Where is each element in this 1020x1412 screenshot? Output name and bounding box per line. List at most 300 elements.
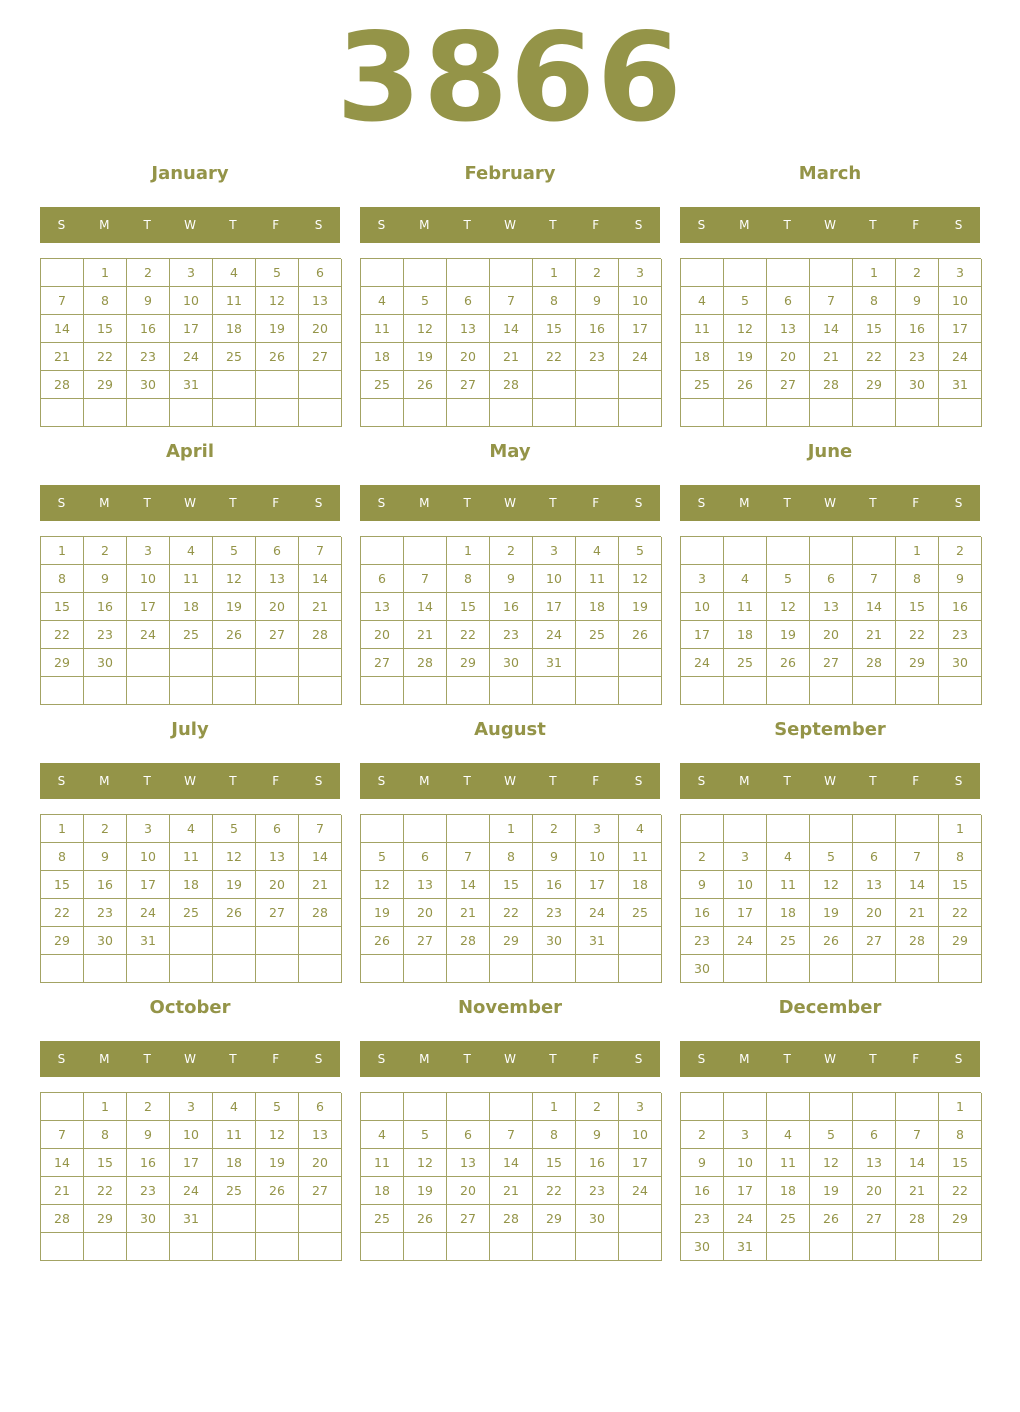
day-cell: 11 (361, 315, 404, 343)
day-cell: 9 (681, 1149, 724, 1177)
empty-cell (681, 259, 724, 287)
day-cell: 30 (681, 955, 724, 983)
empty-cell (299, 399, 342, 427)
weekday-label: M (739, 218, 750, 232)
day-cell: 14 (404, 593, 447, 621)
day-cell: 6 (853, 843, 896, 871)
day-grid (360, 814, 661, 983)
day-cell: 30 (127, 1205, 170, 1233)
month-name: April (165, 441, 215, 462)
day-cell: 7 (810, 287, 853, 315)
day-cell: 22 (939, 899, 982, 927)
day-cell: 7 (447, 843, 490, 871)
day-cell: 16 (681, 899, 724, 927)
day-cell: 27 (447, 371, 490, 399)
day-cell: 3 (533, 537, 576, 565)
day-cell: 25 (681, 371, 724, 399)
day-cell: 2 (127, 259, 170, 287)
weekday-header (40, 485, 340, 521)
day-cell: 29 (41, 927, 84, 955)
day-cell: 13 (404, 871, 447, 899)
day-cell: 20 (767, 343, 810, 371)
day-cell: 23 (84, 899, 127, 927)
weekday-label: M (419, 218, 430, 232)
day-cell: 20 (299, 1149, 342, 1177)
day-cell: 13 (256, 843, 299, 871)
day-cell: 8 (447, 565, 490, 593)
day-cell: 18 (767, 1177, 810, 1205)
empty-cell (724, 815, 767, 843)
day-cell: 9 (84, 843, 127, 871)
day-cell: 6 (256, 815, 299, 843)
day-grid (680, 1092, 981, 1261)
day-cell: 28 (41, 371, 84, 399)
day-cell: 19 (361, 899, 404, 927)
day-cell: 20 (447, 1177, 490, 1205)
empty-cell (84, 399, 127, 427)
day-cell: 3 (576, 815, 619, 843)
weekday-label: M (99, 218, 110, 232)
day-cell: 25 (213, 1177, 256, 1205)
day-cell: 2 (681, 1121, 724, 1149)
empty-cell (361, 399, 404, 427)
empty-cell (127, 677, 170, 705)
weekday-label: T (143, 1052, 151, 1066)
weekday-label: S (57, 496, 66, 510)
empty-cell (256, 399, 299, 427)
day-cell: 26 (619, 621, 662, 649)
day-cell: 12 (724, 315, 767, 343)
empty-cell (361, 677, 404, 705)
weekday-label: S (314, 774, 323, 788)
month-name: September (774, 719, 886, 740)
empty-cell (490, 399, 533, 427)
empty-cell (41, 677, 84, 705)
empty-cell (170, 677, 213, 705)
empty-cell (41, 259, 84, 287)
weekday-header (40, 1041, 340, 1077)
day-cell: 1 (896, 537, 939, 565)
day-cell: 17 (127, 871, 170, 899)
weekday-label: S (314, 1052, 323, 1066)
day-cell: 15 (490, 871, 533, 899)
day-cell: 11 (170, 565, 213, 593)
weekday-header (360, 485, 660, 521)
day-cell: 19 (404, 343, 447, 371)
empty-cell (447, 259, 490, 287)
day-cell: 30 (576, 1205, 619, 1233)
day-cell: 4 (361, 1121, 404, 1149)
day-cell: 18 (170, 593, 213, 621)
day-cell: 3 (619, 259, 662, 287)
day-cell: 4 (213, 1093, 256, 1121)
empty-cell (724, 399, 767, 427)
empty-cell (361, 1093, 404, 1121)
day-cell: 14 (41, 315, 84, 343)
empty-cell (84, 677, 127, 705)
day-cell: 30 (896, 371, 939, 399)
empty-cell (619, 1205, 662, 1233)
weekday-label: F (592, 774, 600, 788)
day-cell: 10 (170, 287, 213, 315)
empty-cell (170, 399, 213, 427)
day-cell: 25 (170, 621, 213, 649)
empty-cell (576, 399, 619, 427)
day-cell: 29 (84, 1205, 127, 1233)
day-cell: 15 (84, 1149, 127, 1177)
day-cell: 7 (896, 1121, 939, 1149)
day-cell: 14 (490, 315, 533, 343)
weekday-label: T (463, 774, 471, 788)
day-cell: 7 (896, 843, 939, 871)
day-cell: 17 (533, 593, 576, 621)
day-cell: 27 (256, 899, 299, 927)
weekday-label: F (272, 496, 280, 510)
day-cell: 15 (939, 1149, 982, 1177)
weekday-label: T (783, 218, 791, 232)
day-cell: 23 (84, 621, 127, 649)
weekday-label: W (504, 774, 516, 788)
empty-cell (533, 371, 576, 399)
day-cell: 16 (84, 871, 127, 899)
day-cell: 17 (939, 315, 982, 343)
day-cell: 17 (619, 1149, 662, 1177)
day-cell: 19 (213, 871, 256, 899)
day-cell: 25 (724, 649, 767, 677)
month-name: October (149, 997, 231, 1018)
day-cell: 7 (299, 815, 342, 843)
empty-cell (896, 399, 939, 427)
day-cell: 23 (127, 343, 170, 371)
day-cell: 4 (724, 565, 767, 593)
empty-cell (84, 955, 127, 983)
day-cell: 14 (896, 871, 939, 899)
empty-cell (767, 537, 810, 565)
day-cell: 12 (810, 871, 853, 899)
day-cell: 5 (213, 815, 256, 843)
day-cell: 16 (939, 593, 982, 621)
day-cell: 23 (939, 621, 982, 649)
empty-cell (724, 955, 767, 983)
empty-cell (619, 399, 662, 427)
empty-cell (724, 537, 767, 565)
empty-cell (299, 649, 342, 677)
day-cell: 8 (939, 1121, 982, 1149)
day-cell: 14 (853, 593, 896, 621)
day-cell: 8 (533, 287, 576, 315)
day-cell: 19 (256, 315, 299, 343)
day-cell: 19 (724, 343, 767, 371)
day-cell: 1 (41, 815, 84, 843)
weekday-label: F (592, 1052, 600, 1066)
day-cell: 14 (299, 843, 342, 871)
day-cell: 23 (533, 899, 576, 927)
day-cell: 10 (127, 565, 170, 593)
day-cell: 27 (299, 1177, 342, 1205)
day-cell: 26 (404, 371, 447, 399)
empty-cell (853, 1233, 896, 1261)
weekday-label: M (419, 496, 430, 510)
day-cell: 28 (299, 899, 342, 927)
day-cell: 18 (619, 871, 662, 899)
day-cell: 5 (810, 843, 853, 871)
weekday-label: S (314, 218, 323, 232)
day-cell: 31 (170, 1205, 213, 1233)
day-cell: 24 (170, 343, 213, 371)
month-name: December (778, 997, 882, 1018)
day-cell: 12 (404, 1149, 447, 1177)
day-cell: 9 (896, 287, 939, 315)
day-cell: 16 (681, 1177, 724, 1205)
day-cell: 1 (939, 1093, 982, 1121)
empty-cell (490, 1233, 533, 1261)
day-cell: 18 (576, 593, 619, 621)
weekday-header (360, 207, 660, 243)
empty-cell (213, 399, 256, 427)
empty-cell (256, 927, 299, 955)
day-cell: 21 (299, 593, 342, 621)
day-cell: 24 (127, 621, 170, 649)
empty-cell (576, 371, 619, 399)
weekday-label: T (143, 774, 151, 788)
day-cell: 2 (939, 537, 982, 565)
empty-cell (127, 1233, 170, 1261)
empty-cell (41, 399, 84, 427)
day-cell: 3 (724, 843, 767, 871)
day-cell: 17 (619, 315, 662, 343)
day-cell: 29 (939, 1205, 982, 1233)
empty-cell (404, 1093, 447, 1121)
day-cell: 1 (939, 815, 982, 843)
day-cell: 1 (533, 259, 576, 287)
day-cell: 12 (619, 565, 662, 593)
weekday-label: S (57, 218, 66, 232)
weekday-label: S (697, 496, 706, 510)
day-cell: 13 (447, 315, 490, 343)
day-cell: 10 (127, 843, 170, 871)
day-cell: 21 (896, 899, 939, 927)
day-cell: 11 (724, 593, 767, 621)
day-cell: 4 (213, 259, 256, 287)
day-cell: 8 (896, 565, 939, 593)
day-cell: 13 (853, 871, 896, 899)
day-cell: 18 (724, 621, 767, 649)
weekday-label: T (783, 774, 791, 788)
weekday-label: S (954, 774, 963, 788)
day-cell: 28 (404, 649, 447, 677)
weekday-label: T (549, 1052, 557, 1066)
day-cell: 22 (447, 621, 490, 649)
day-cell: 26 (767, 649, 810, 677)
empty-cell (127, 399, 170, 427)
weekday-label: T (549, 218, 557, 232)
weekday-label: M (419, 774, 430, 788)
day-cell: 8 (490, 843, 533, 871)
day-cell: 4 (170, 537, 213, 565)
empty-cell (299, 677, 342, 705)
empty-cell (939, 955, 982, 983)
empty-cell (447, 677, 490, 705)
empty-cell (447, 399, 490, 427)
weekday-label: W (824, 218, 836, 232)
weekday-label: T (783, 1052, 791, 1066)
day-cell: 29 (896, 649, 939, 677)
weekday-label: S (377, 774, 386, 788)
empty-cell (256, 649, 299, 677)
day-cell: 21 (41, 1177, 84, 1205)
day-cell: 30 (939, 649, 982, 677)
day-cell: 9 (127, 287, 170, 315)
empty-cell (213, 1233, 256, 1261)
day-cell: 24 (724, 1205, 767, 1233)
empty-cell (490, 955, 533, 983)
empty-cell (404, 955, 447, 983)
weekday-label: T (549, 496, 557, 510)
empty-cell (619, 927, 662, 955)
empty-cell (853, 537, 896, 565)
day-cell: 16 (896, 315, 939, 343)
day-cell: 6 (361, 565, 404, 593)
day-cell: 5 (213, 537, 256, 565)
day-cell: 7 (41, 287, 84, 315)
empty-cell (361, 815, 404, 843)
day-cell: 11 (576, 565, 619, 593)
empty-cell (939, 677, 982, 705)
day-cell: 16 (127, 1149, 170, 1177)
day-cell: 11 (361, 1149, 404, 1177)
weekday-label: F (272, 774, 280, 788)
day-cell: 27 (853, 927, 896, 955)
day-cell: 24 (533, 621, 576, 649)
day-cell: 21 (810, 343, 853, 371)
day-cell: 26 (810, 927, 853, 955)
day-cell: 4 (767, 843, 810, 871)
day-cell: 6 (299, 1093, 342, 1121)
day-cell: 20 (404, 899, 447, 927)
day-cell: 5 (810, 1121, 853, 1149)
day-cell: 28 (896, 927, 939, 955)
day-cell: 29 (41, 649, 84, 677)
day-cell: 22 (939, 1177, 982, 1205)
empty-cell (810, 537, 853, 565)
day-cell: 27 (853, 1205, 896, 1233)
weekday-label: S (634, 218, 643, 232)
day-cell: 24 (576, 899, 619, 927)
day-cell: 11 (767, 1149, 810, 1177)
empty-cell (724, 677, 767, 705)
weekday-label: W (824, 1052, 836, 1066)
empty-cell (896, 955, 939, 983)
day-cell: 19 (767, 621, 810, 649)
empty-cell (767, 259, 810, 287)
weekday-label: T (463, 496, 471, 510)
empty-cell (213, 677, 256, 705)
day-cell: 9 (576, 1121, 619, 1149)
day-cell: 4 (619, 815, 662, 843)
day-cell: 22 (533, 343, 576, 371)
empty-cell (619, 955, 662, 983)
month-name: November (457, 997, 563, 1018)
day-cell: 2 (84, 537, 127, 565)
day-cell: 3 (170, 259, 213, 287)
day-cell: 15 (41, 871, 84, 899)
day-cell: 31 (576, 927, 619, 955)
day-cell: 12 (810, 1149, 853, 1177)
empty-cell (256, 371, 299, 399)
day-cell: 9 (939, 565, 982, 593)
day-cell: 27 (256, 621, 299, 649)
day-cell: 13 (299, 1121, 342, 1149)
empty-cell (767, 955, 810, 983)
day-cell: 17 (127, 593, 170, 621)
day-cell: 25 (619, 899, 662, 927)
day-cell: 1 (41, 537, 84, 565)
empty-cell (853, 815, 896, 843)
empty-cell (447, 1093, 490, 1121)
day-cell: 11 (681, 315, 724, 343)
day-cell: 4 (361, 287, 404, 315)
empty-cell (853, 399, 896, 427)
day-cell: 9 (127, 1121, 170, 1149)
day-cell: 16 (533, 871, 576, 899)
day-cell: 23 (576, 1177, 619, 1205)
day-cell: 11 (767, 871, 810, 899)
empty-cell (490, 1093, 533, 1121)
empty-cell (896, 1233, 939, 1261)
weekday-header (360, 1041, 660, 1077)
weekday-label: S (57, 774, 66, 788)
empty-cell (810, 815, 853, 843)
empty-cell (404, 815, 447, 843)
empty-cell (490, 259, 533, 287)
day-cell: 1 (84, 259, 127, 287)
empty-cell (576, 649, 619, 677)
empty-cell (576, 955, 619, 983)
weekday-label: S (697, 218, 706, 232)
day-cell: 13 (853, 1149, 896, 1177)
empty-cell (767, 1233, 810, 1261)
empty-cell (361, 259, 404, 287)
weekday-label: F (912, 1052, 920, 1066)
weekday-label: M (99, 774, 110, 788)
day-cell: 22 (533, 1177, 576, 1205)
day-cell: 19 (810, 899, 853, 927)
day-cell: 22 (896, 621, 939, 649)
day-cell: 16 (576, 315, 619, 343)
day-cell: 10 (939, 287, 982, 315)
day-cell: 17 (681, 621, 724, 649)
day-cell: 22 (853, 343, 896, 371)
day-grid (680, 536, 981, 705)
day-cell: 24 (619, 343, 662, 371)
weekday-header (680, 763, 980, 799)
weekday-label: F (912, 774, 920, 788)
weekday-label: S (954, 1052, 963, 1066)
day-cell: 26 (724, 371, 767, 399)
day-cell: 10 (533, 565, 576, 593)
year-title: 3866 (336, 7, 684, 149)
day-cell: 14 (41, 1149, 84, 1177)
empty-cell (256, 955, 299, 983)
day-cell: 31 (170, 371, 213, 399)
weekday-label: M (739, 1052, 750, 1066)
day-cell: 4 (576, 537, 619, 565)
day-cell: 19 (404, 1177, 447, 1205)
empty-cell (170, 955, 213, 983)
empty-cell (213, 1205, 256, 1233)
month-name: June (807, 441, 853, 462)
day-cell: 6 (447, 1121, 490, 1149)
